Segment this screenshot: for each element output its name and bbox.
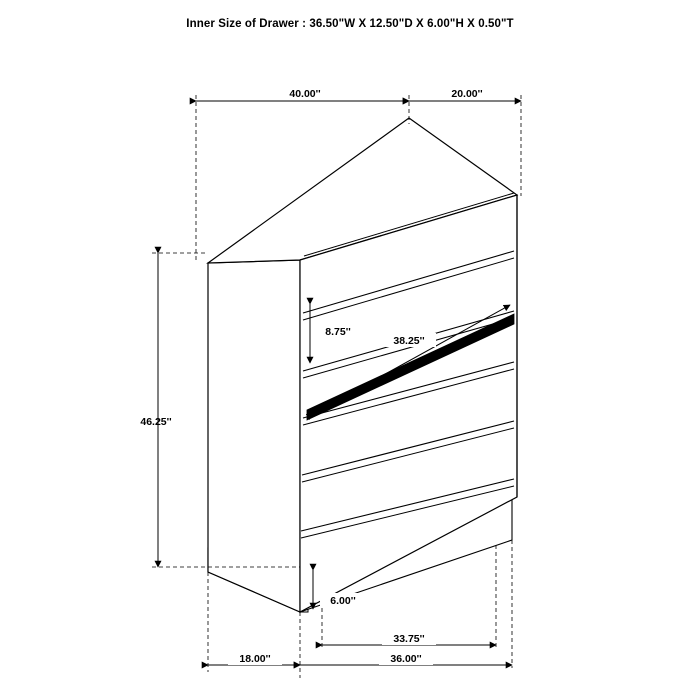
dim-label-drawer-height: 8.75'': [325, 326, 351, 338]
dim-label-top-depth: 20.00'': [451, 88, 483, 100]
dim-label-base-height: 6.00'': [330, 595, 356, 607]
dim-label-front-width: 36.00'': [390, 653, 422, 665]
chest-body: [208, 118, 517, 612]
dim-label-side-depth: 18.00'': [239, 653, 271, 665]
dim-label-overall-height: 46.25'': [140, 416, 172, 428]
page-title: Inner Size of Drawer : 36.50"W X 12.50"D X 6.00"H X 0.50"T: [186, 18, 514, 30]
side-panel-left: [208, 260, 300, 612]
dim-label-drawer-width: 38.25'': [393, 335, 425, 347]
dim-label-inner-width: 33.75'': [393, 633, 425, 645]
dim-label-top-width: 40.00'': [289, 88, 321, 100]
